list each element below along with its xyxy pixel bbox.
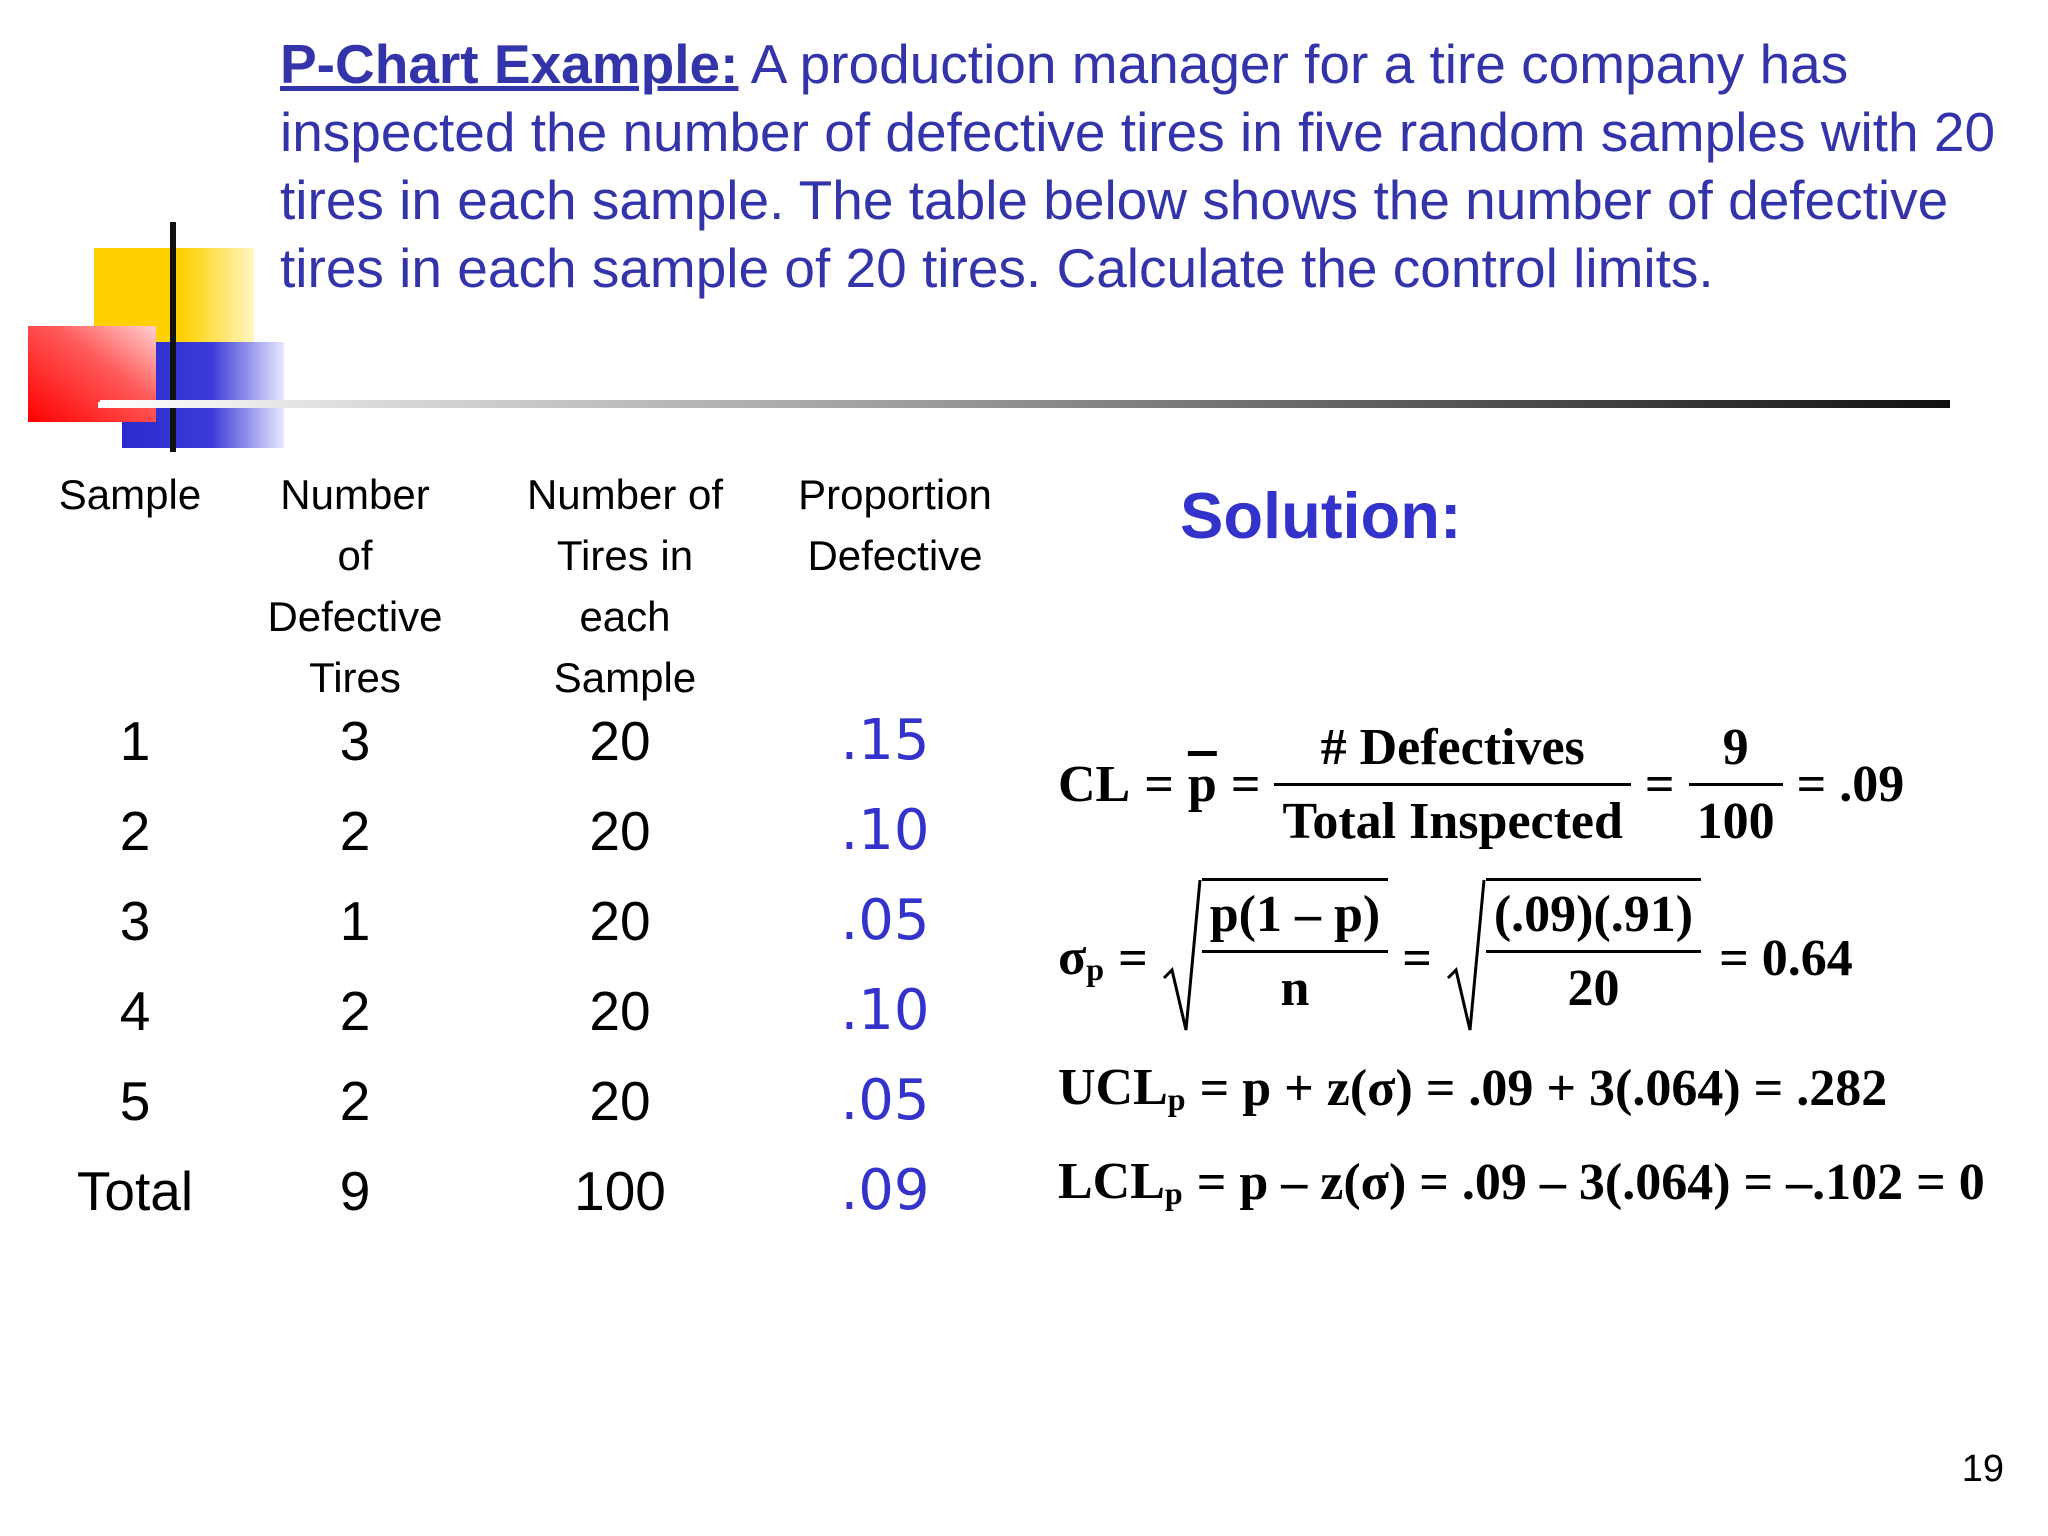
cl-lhs: CL	[1058, 756, 1131, 813]
cl-result: = .09	[1796, 756, 1905, 813]
header-sample	[40, 464, 220, 525]
slide-title	[280, 30, 2020, 302]
cl-fraction-2	[1689, 718, 1783, 851]
fraction-denominator: Total Inspected	[1282, 793, 1623, 850]
decorative-squares-logo	[28, 222, 298, 452]
cell-proportion: .15	[840, 708, 930, 773]
header-tires	[500, 464, 750, 708]
header-line: Number	[280, 471, 430, 518]
sqrt-1	[1162, 878, 1388, 1038]
cell-sample: Total	[76, 1160, 194, 1222]
ucl-lhs: UCLp	[1058, 1059, 1186, 1117]
cell-tires: 20	[589, 800, 651, 862]
fraction-numerator: (.09)(.91)	[1486, 885, 1701, 953]
cl-equation: CL = $\overline{p}$ = $\frac{\text{\# Defectives}}{\text{Total Inspected}}$ = $\frac{9}{100}$ = .09	[1058, 719, 1905, 850]
lcl-lhs: LCLp	[1058, 1153, 1183, 1211]
cell-sample: 4	[119, 980, 151, 1042]
cell-defective: 9	[339, 1160, 371, 1222]
fraction-numerator: p(1 – p)	[1202, 885, 1388, 953]
vertical-bar	[170, 222, 176, 452]
cell-defective: 2	[339, 1070, 371, 1132]
cell-proportion: .10	[840, 798, 930, 863]
cell-tires: 20	[589, 1070, 651, 1132]
title-divider	[100, 400, 1950, 408]
ucl-equation	[1058, 1058, 1887, 1118]
title-text: A production manager for a tire company has inspected the number of defective tires in five random samples with 20 tires in each sample. The table below shows the number of defective tires in each sample of 20 tires. Calculate the control limits.	[280, 33, 1996, 299]
cell-tires: 100	[574, 1160, 666, 1222]
header-proportion	[770, 464, 1020, 586]
sqrt-icon	[1446, 878, 1486, 1038]
header-line: each	[579, 593, 671, 640]
solution-heading: Solution:	[1180, 479, 1462, 552]
header-line: Number of	[526, 471, 724, 518]
fraction-denominator: 20	[1567, 960, 1620, 1017]
header-line: Proportion	[798, 471, 992, 518]
cell-sample: 1	[119, 710, 151, 772]
sigma-fraction-2	[1486, 878, 1701, 1038]
fraction-denominator: 100	[1696, 793, 1775, 850]
header-line: Tires	[309, 654, 401, 701]
cl-fraction-1	[1274, 718, 1630, 851]
header-line: Defective	[807, 532, 983, 579]
header-line: Tires in	[556, 532, 694, 579]
lcl-equation	[1058, 1152, 1985, 1212]
sqrt-2	[1446, 878, 1701, 1038]
sqrt-icon	[1162, 878, 1202, 1038]
cell-tires: 20	[589, 890, 651, 952]
fraction-numerator: 9	[1689, 718, 1783, 786]
lcl-rhs: = p – z(σ) = .09 – 3(.064) = –.102 = 0	[1196, 1153, 1985, 1211]
header-defective	[250, 464, 460, 708]
cell-proportion: .09	[840, 1158, 930, 1223]
cell-tires: 20	[589, 980, 651, 1042]
page-number: 19	[1961, 1448, 2004, 1490]
cell-sample: 3	[119, 890, 151, 952]
fraction-denominator: n	[1280, 960, 1310, 1017]
header-line: Sample	[58, 471, 202, 518]
cell-proportion: .05	[840, 888, 930, 953]
header-line: Defective	[267, 593, 443, 640]
cell-defective: 2	[339, 800, 371, 862]
sigma-result: = 0.64	[1719, 929, 1853, 987]
cell-defective: 2	[339, 980, 371, 1042]
cell-proportion: .10	[840, 978, 930, 1043]
cell-defective: 1	[339, 890, 371, 952]
p-bar: $\overline{p}$	[1187, 756, 1217, 813]
fraction-numerator: # Defectives	[1274, 718, 1630, 786]
sigma-fraction-1	[1202, 878, 1388, 1038]
cell-defective: 3	[339, 710, 371, 772]
ucl-rhs: = p + z(σ) = .09 + 3(.064) = .282	[1199, 1059, 1888, 1117]
header-line: Sample	[553, 654, 697, 701]
title-label: P-Chart Example:	[280, 33, 739, 95]
cell-sample: 5	[119, 1070, 151, 1132]
cell-sample: 2	[119, 800, 151, 862]
sigma-equation: σp = $\frac{p(1 - p)}{n}$ = $\frac{(.09)(.91)}{20}$ = 0.64	[1058, 878, 1853, 1038]
cell-tires: 20	[589, 710, 651, 772]
header-line: of	[337, 532, 373, 579]
cell-proportion: .05	[840, 1068, 930, 1133]
sigma-lhs: σp	[1058, 929, 1105, 987]
